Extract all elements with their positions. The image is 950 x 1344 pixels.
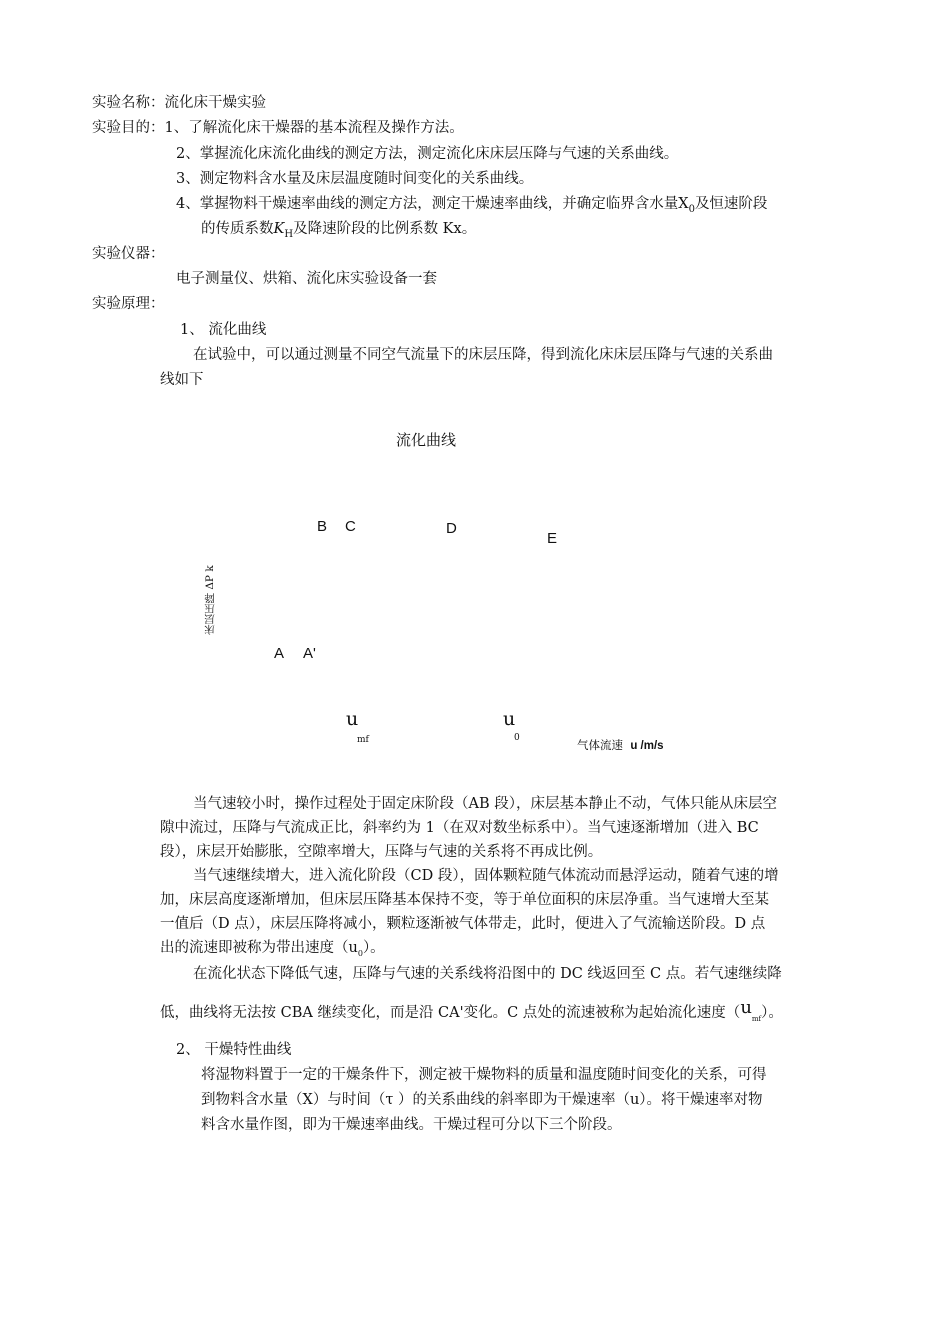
experiment-name-label: 实验名称： [92,95,165,111]
section2-line1: 将湿物料置于一定的干燥条件下，测定被干燥物料的质量和温度随时间变化的关系，可得 [201,1067,767,1083]
section1-title: 1、 流化曲线 [180,322,267,338]
section2-title: 2、 干燥特性曲线 [176,1042,292,1058]
point-a-prime-label: A' [303,645,316,662]
purpose-item-4 [176,194,767,220]
para1-line1: 当气速较小时，操作过程处于固定床阶段（AB 段），床层基本静止不动，气体只能从床层空 [193,796,777,812]
para2-line2: 加，床层高度逐渐增加，但床层压降基本保持不变，等于单位面积的床层净重。当气速增大至某 [160,892,769,908]
para1-line2: 隙中流过，压降与气流成正比，斜率约为 1（在双对数坐标系中）。当气速逐渐增加（进入 BC [160,820,759,836]
para1-line3: 段），床层开始膨胀，空隙率增大，压降与气速的关系将不再成比例。 [160,844,603,860]
purpose-item-4-cont [201,219,476,245]
para2-line4: 出的流速即被称为带出速度$(u_0)$。 [160,940,385,958]
experiment-purpose-label: 实验目的： [92,120,165,136]
x-axis-label: 气体流速 u /m/s [577,738,664,752]
kh-symbol: $K_H$ [273,221,294,240]
experiment-purpose-1 [92,118,464,138]
instrument-value: 电子测量仪、烘箱、流化床实验设备一套 [176,271,437,287]
y-axis-label: 床层压降 ΔP k [204,565,216,635]
para2-line1: 当气速继续增大，进入流化阶段（CD 段），固体颗粒随气体流动而悬浮运动，随着气速的增 [193,868,779,884]
purpose-item: 1、了解流化床干燥器的基本流程及操作方法。 [164,120,464,136]
para3-line1: 在流化状态下降低气速，压降与气速的关系线将沿图中的 DC 线返回至 C 点。若气速继续降 [193,966,782,982]
purpose-item: 3、测定物料含水量及床层温度随时间变化的关系曲线。 [176,171,534,187]
x0-symbol: $X_0$ [678,196,695,215]
purpose-item: 2、掌握流化床流化曲线的测定方法，测定流化床床层压降与气速的关系曲线。 [176,146,679,162]
point-d-label: D [446,520,457,537]
purpose-item: 4、掌握物料干燥速率曲线的测定方法，测定干燥速率曲线，并确定临界含水量 [176,196,679,212]
para3-line2: 低，曲线将无法按 CBA 继续变化，而是沿 CA'变化。C 点处的流速被称为起始流化速度$(u_{mf})$。 [160,997,783,1023]
u-0-label: u [503,708,516,730]
purpose-item-tail: 及恒速阶段 [694,196,768,212]
instrument-label: 实验仪器： [92,246,165,262]
section1-intro-line1: 在试验中，可以通过测量不同空气流量下的床层压降，得到流化床床层压降与气速的关系曲 [193,347,773,363]
purpose-item-cont: 及降速阶段的比例系数 Kx。 [293,221,477,237]
section2-line2: 到物料含水量（X）与时间（τ ）的关系曲线的斜率即为干燥速率（u）。将干燥速率对物 [201,1092,763,1108]
point-e-label: E [547,530,558,547]
section1-intro-line2: 线如下 [160,372,204,388]
experiment-name [92,93,266,113]
purpose-item-cont: 的传质系数 [201,221,274,237]
u-mf-subscript: mf [357,735,369,745]
principle-label: 实验原理： [92,296,165,312]
point-a-label: A [274,645,285,662]
para2-line3: 一值后（D 点），床层压降将减小，颗粒逐渐被气体带走，此时，便进入了气流输送阶段。D 点 [160,916,766,932]
point-b-label: B [317,518,328,535]
u-mf-label: u [346,708,359,730]
point-c-label: C [345,518,356,535]
u-0-subscript: 0 [514,733,520,743]
experiment-name-value: 流化床干燥实验 [164,95,266,111]
section2-line3: 料含水量作图，即为干燥速率曲线。干燥过程可分以下三个阶段。 [201,1117,622,1133]
figure-title: 流化曲线 [396,431,457,449]
